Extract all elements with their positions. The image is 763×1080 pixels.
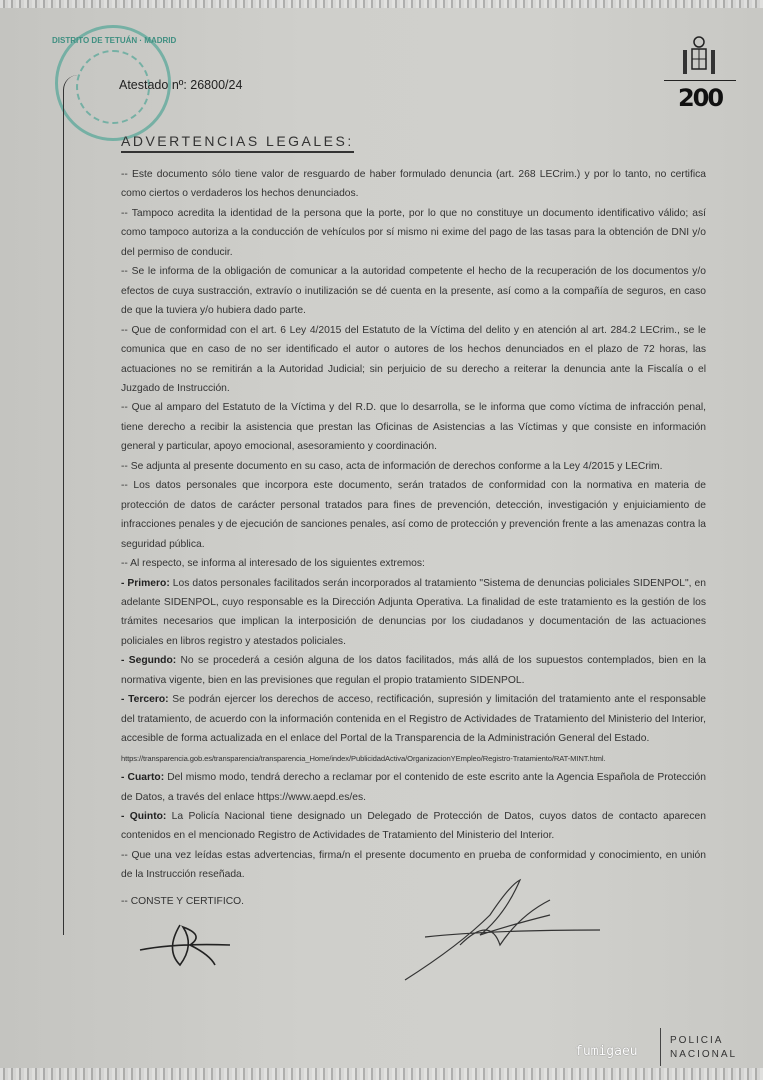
paragraph: -- Se le informa de la obligación de comunicar a la autoridad competente el hecho de la recuperación de los documentos y/o efectos de cuya sustracción, extravío o inutilización se dé cuenta en la presente, así como a la compañía de seguros, en caso de que la tuviera y/o hubiera dado parte.	[121, 266, 706, 317]
paragraph-primero: - Primero: Los datos personales facilitados serán incorporados al tratamiento "Sistema de denuncias policiales SIDENPOL", en adelante SIDENPOL, cuyo responsable es la Dirección Adjunta Operativa. La finalidad de este tratamiento es la gestión de los trámites necesarios que implican la interposición de denuncias por los ciudadanos y documentación de las actuaciones policiales en libros registro y atestados policiales.	[121, 577, 706, 647]
paragraph: -- Que una vez leídas estas advertencias, firma/n el presente documento en prueba de conformidad y conocimiento, en unión de la Instrucción reseñada.	[121, 849, 706, 881]
paragraph: -- Al respecto, se informa al interesado de los siguientes extremos:	[121, 558, 425, 570]
closing-statement: -- CONSTE Y CERTIFICO.	[121, 895, 245, 907]
paragraph: -- Que de conformidad con el art. 6 Ley 4/2015 del Estatuto de la Víctima del delito y en atención al art. 284.2 LECrim., se le comunica que en caso de no ser identificado el autor o autores de los hechos denunciados en el plazo de 72 horas, las actuaciones no se remitirán a la Autoridad Judicial; sin perjuicio de su derecho a reiterar la denuncia ante la Fiscalía o el Juzgado de Instrucción.	[121, 324, 706, 394]
transparency-url[interactable]: https://transparencia.gob.es/transparencia/transparencia_Home/index/PublicidadActiva/OrganizacionYEmpleo/Registro-Tratamiento/RAT-MINT.html.	[121, 753, 606, 763]
signature-right	[400, 875, 610, 985]
watermark: fumigaeu	[575, 1044, 638, 1059]
page-title: ADVERTENCIAS LEGALES:	[121, 133, 354, 153]
torn-edge-top	[0, 0, 763, 8]
torn-edge-bottom	[0, 1068, 763, 1080]
coat-of-arms-icon	[680, 36, 718, 78]
paragraph: -- Se adjunta al presente documento en su caso, acta de información de derechos conforme a la Ley 4/2015 y LECrim.	[121, 460, 663, 472]
paragraph: -- Los datos personales que incorpora este documento, serán tratados de conformidad con la normativa en materia de protección de datos de carácter personal tratados para fines de prevención, detección, investigación y enjuiciamiento de infracciones penales y de ejecución de sanciones penales, así como de protección y prevención frente a las amenazas contra la seguridad pública.	[121, 480, 706, 550]
stamp-text: DISTRITO DE TETUÁN · MADRID	[52, 36, 177, 45]
paragraph: -- Que al amparo del Estatuto de la Víctima y del R.D. que lo desarrolla, se le informa que como víctima de infracción penal, tiene derecho a recibir la asistencia que prestan las Oficinas de Asistencias a las Víctimas y que consiste en información general y particular, apoyo emocional, asesoramiento y coordinación.	[121, 402, 706, 453]
paragraph: -- Este documento sólo tiene valor de resguardo de haber formulado denuncia (art. 268 LECrim.) y por lo tanto, no certifica como ciertos o verdaderos los hechos denunciados.	[121, 169, 706, 200]
paragraph-cuarto: - Cuarto: Del mismo modo, tendrá derecho a reclamar por el contenido de este escrito ante la Agencia Española de Protección de Datos, a través del enlace https://www.aepd.es/es.	[121, 772, 706, 803]
footer-divider	[660, 1028, 661, 1066]
paragraph: -- Tampoco acredita la identidad de la persona que la porte, por lo que no constituye un documento identificativo válido; así como tampoco autoriza a la conducción de vehículos por sí mismo ni exime del pago de las tasas para la obtención de DNI y/o del permiso de conducir.	[121, 207, 706, 258]
paragraph-tercero: - Tercero: Se podrán ejercer los derechos de acceso, rectificación, supresión y limitación del tratamiento ante el responsable del tratamiento, de acuerdo con la información contenida en el Registro de Actividades de Tratamiento del Ministerio del Interior, accesible de forma actualizada en el enlace del Portal de la Transparencia de la Administración General del Estado.	[121, 694, 706, 745]
atestado-number: Atestado nº: 26800/24	[119, 78, 243, 92]
margin-signature-line	[63, 75, 78, 935]
paragraph-segundo: - Segundo: No se procederá a cesión alguna de los datos facilitados, más allá de los supuestos contemplados, bien en la normativa vigente, bien en las previsiones que regulan el propio tratamiento SIDENPOL.	[121, 655, 706, 686]
signature-left	[135, 915, 245, 975]
paragraph-quinto: - Quinto: La Policía Nacional tiene designado un Delegado de Protección de Datos, cuyos datos de contacto aparecen contenidos en el mencionado Registro de Actividades de Tratamiento del Ministerio del Interior.	[121, 810, 707, 842]
footer-brand: POLICIA NACIONAL	[670, 1035, 738, 1060]
bicentenary-logo: 200	[664, 80, 736, 112]
legal-text	[121, 165, 706, 911]
